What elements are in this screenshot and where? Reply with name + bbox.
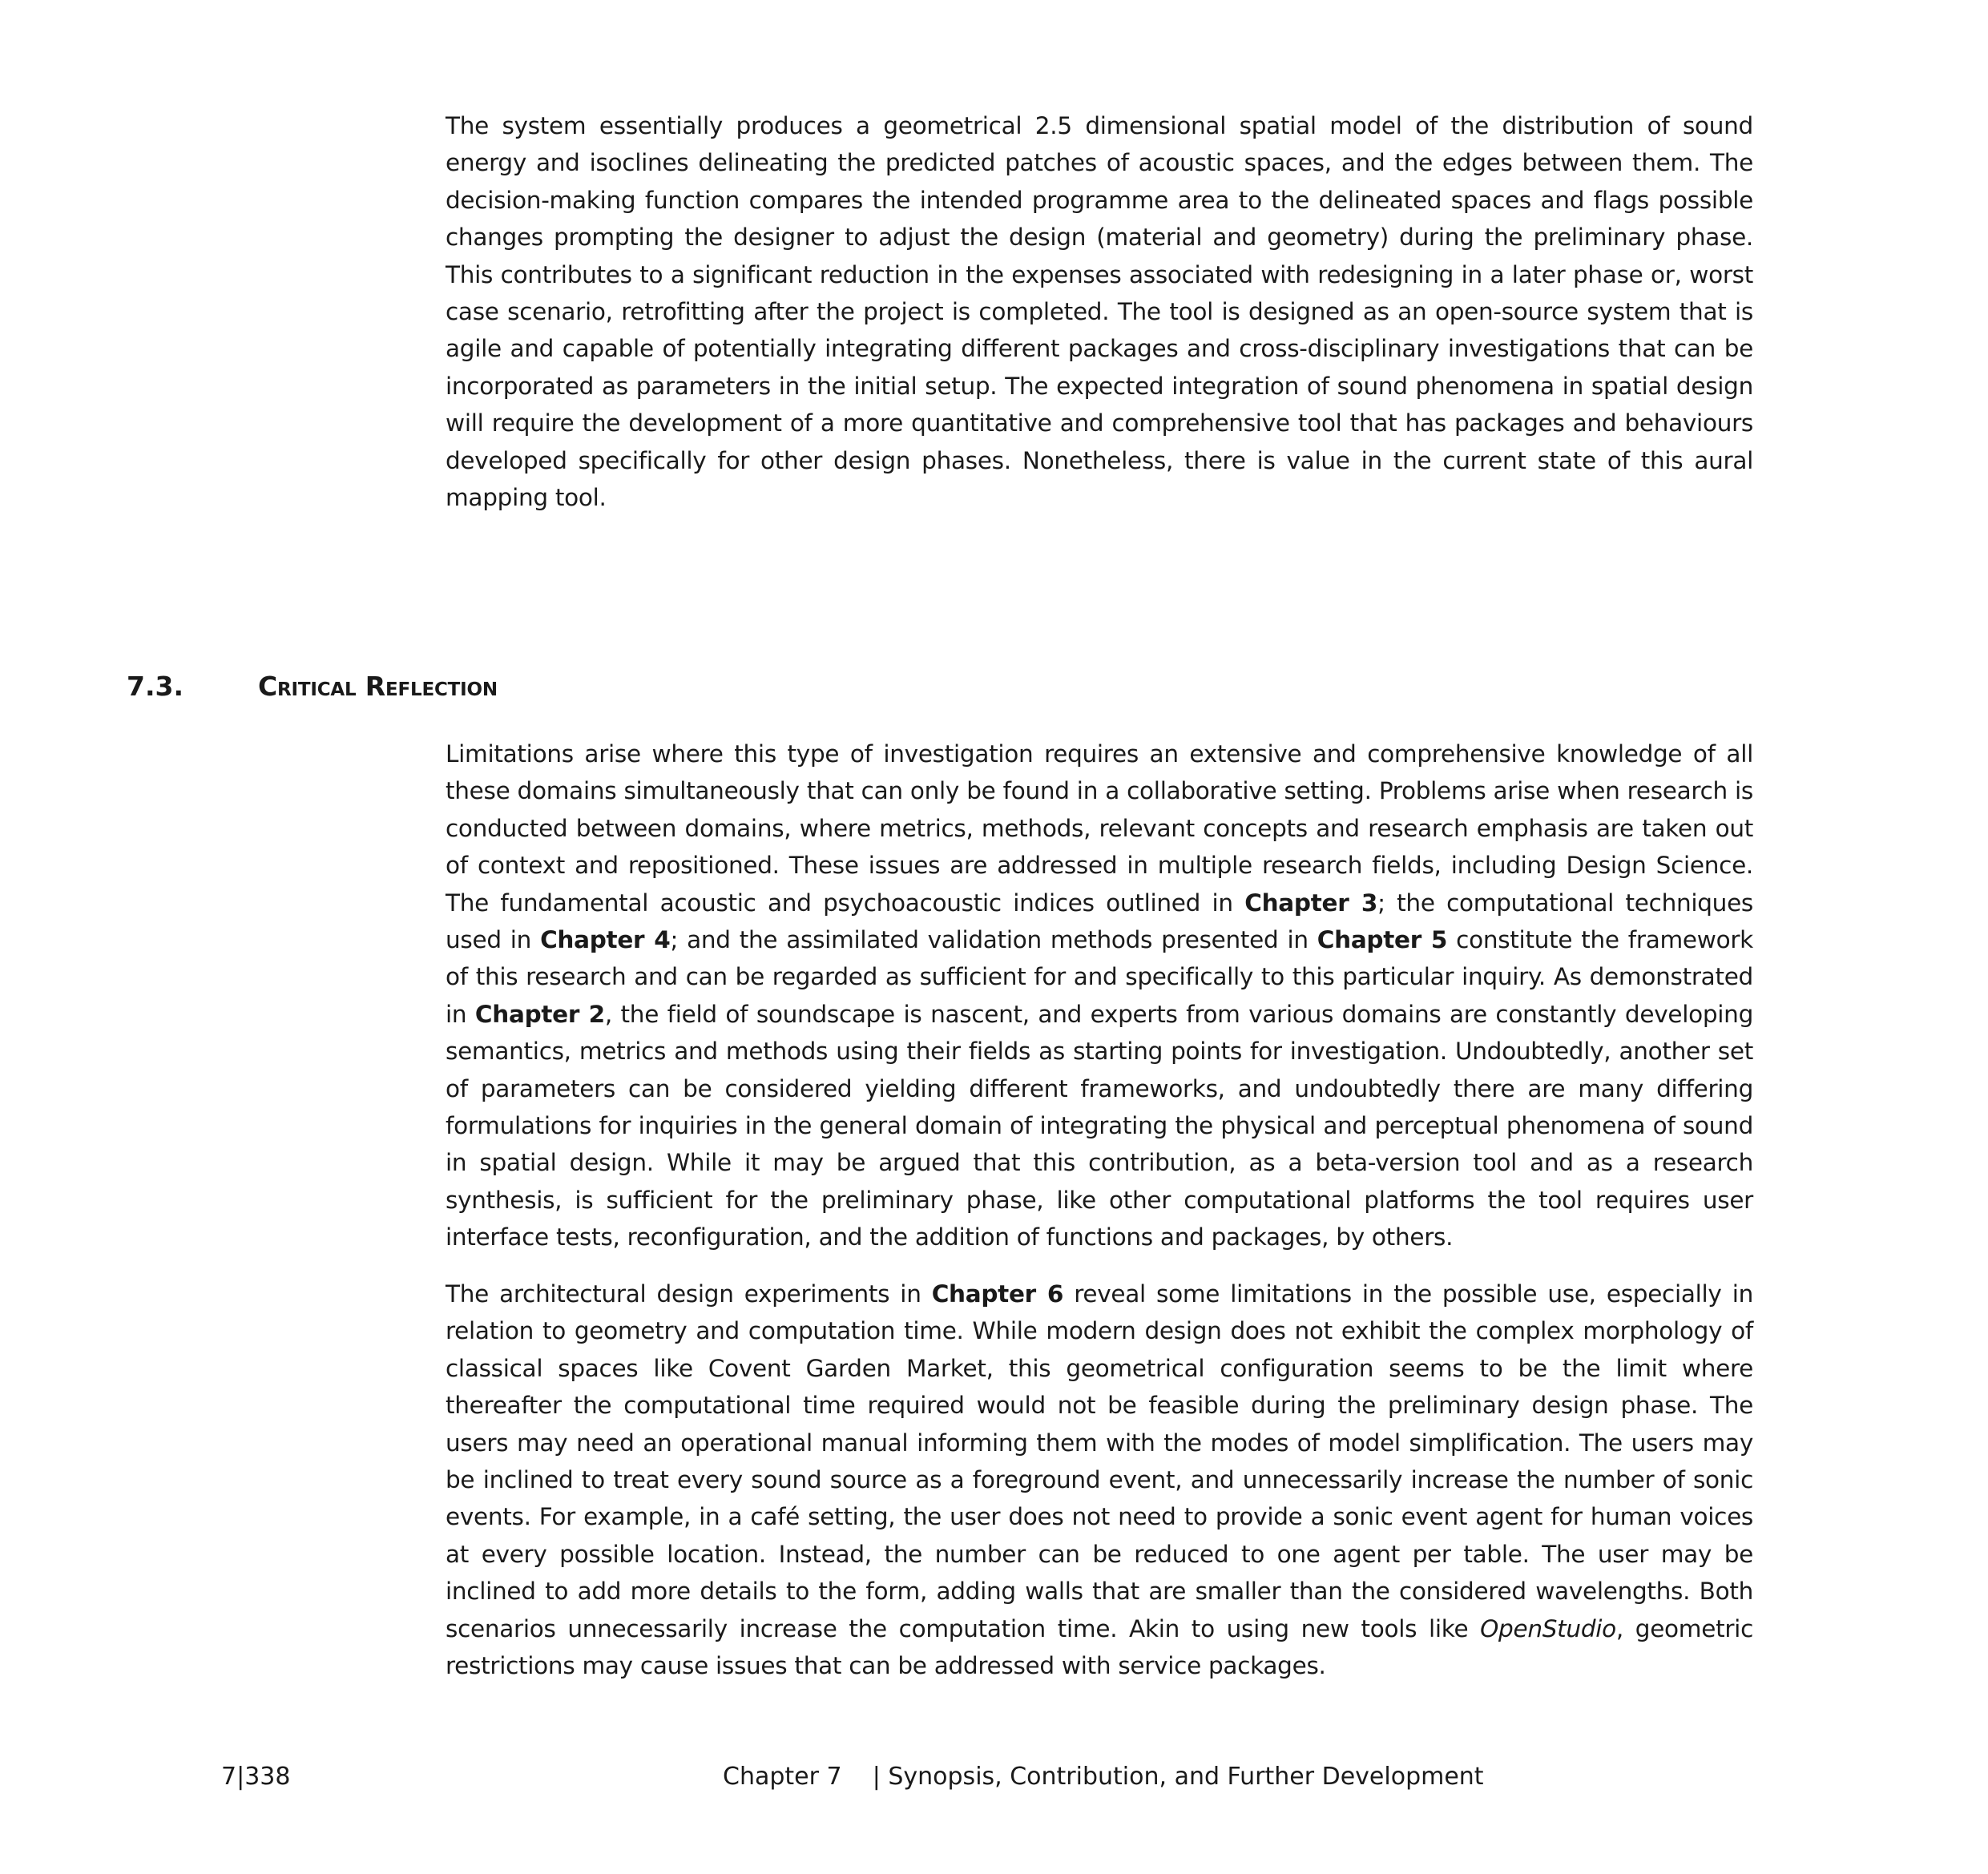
paragraph-text: Limitations arise where this type of investigation requires an extensive and comprehensive knowledge of all these domains simultaneously that can only be found in a collaborative setting. Problems arise when research is conducted between domains, where metrics, methods, relevant concepts and research emphasis are taken out of context and repositioned. These issues are addressed in multiple research fields, including Design Science. The fundamental acoustic and psychoacoustic indices outlined in [446,740,1753,917]
chapter-reference: Chapter 5 [1317,926,1448,954]
paragraph-text: , the field of soundscape is nascent, and experts from various domains are constantly developing semantics, metrics and methods using their fields as starting points for investigation. Undoubtedly, another set of parameters can be considered yielding different frameworks, and undoubtedly there are many differing formulations for inquiries in the general domain of integrating the physical and perceptual phenomena of sound in spatial design. While it may be argued that this contribution, as a beta-version tool and as a research synthesis, is sufficient for the preliminary phase, like other computational platforms the tool requires user interface tests, reconfiguration, and the addition of functions and packages, by others. [446,1000,1753,1251]
paragraph-design-experiments [446,1276,1753,1684]
paragraph-text: The architectural design experiments in [446,1280,932,1308]
paragraph-aural-mapping-system [446,107,1753,516]
paragraph-text: ; the computational techniques used in [446,889,1753,954]
section-title: Critical Reflection [258,671,498,702]
chapter-reference: Chapter 2 [474,1000,605,1028]
chapter-reference: Chapter 6 [931,1280,1064,1308]
paragraph-text: constitute the framework of this research and can be regarded as sufficient for and specifically to this particular inquiry. As demonstrated in [446,926,1753,1028]
footer-page-number: 7|338 [221,1763,291,1791]
paragraph-text: , geometric restrictions may cause issues that can be addressed with service packages. [446,1614,1753,1680]
paragraph-text: reveal some limitations in the possible use, especially in relation to geometry and computation time. While modern design does not exhibit the complex morphology of classical spaces like Covent Garden Market, this geometrical configuration seems to be the limit where thereafter the computational time required would not be feasible during the preliminary design phase. The users may need an operational manual informing them with the modes of model simplification. The users may be inclined to treat every sound source as a foreground event, and unnecessarily increase the number of sonic events. For example, in a café setting, the user does not need to provide a sonic event agent for human voices at every possible location. Instead, the number can be reduced to one agent per table. The user may be inclined to add more details to the form, adding walls that are smaller than the considered wavelengths. Both scenarios unnecessarily increase the computation time. Akin to using new tools like [446,1280,1753,1642]
paragraph-text: ; and the assimilated validation methods presented in [670,926,1317,954]
paragraph-text: The system essentially produces a geometrical 2.5 dimensional spatial model of the distribution of sound energy and isoclines delineating the predicted patches of acoustic spaces, and the edges between them. The decision-making function compares the intended programme area to the delineated spaces and flags possible changes prompting the designer to adjust the design (material and geometry) during the preliminary phase. This contributes to a significant reduction in the expenses associated with redesigning in a later phase or, worst case scenario, retrofitting after the project is completed. The tool is designed as an open-source system that is agile and capable of potentially integrating different packages and cross-disciplinary investigations that can be incorporated as parameters in the initial setup. The expected integration of sound phenomena in spatial design will require the development of a more quantitative and comprehensive tool that has packages and behaviours developed specifically for other design phases. Nonetheless, there is value in the current state of this aural mapping tool. [446,112,1753,512]
chapter-reference: Chapter 3 [1244,889,1378,917]
software-name: OpenStudio [1480,1614,1616,1642]
footer-chapter-title: Chapter 7 | Synopsis, Contribution, and Further Development [723,1763,1484,1791]
section-number: 7.3. [127,671,183,702]
chapter-reference: Chapter 4 [540,926,671,954]
paragraph-limitations [446,735,1753,1256]
